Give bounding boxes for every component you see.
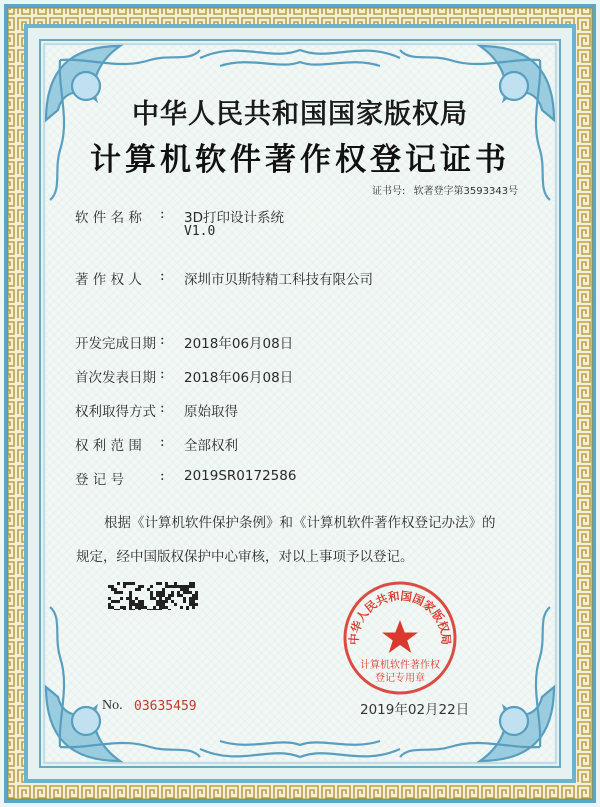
field-label: 权 利 范 围	[75, 438, 142, 454]
barcode-image	[108, 582, 198, 610]
issuing-authority: 中华人民共和国国家版权局	[132, 99, 468, 130]
field-colon: :	[160, 468, 165, 484]
statement-line-1: 根据《计算机软件保护条例》和《计算机软件著作权登记办法》的	[104, 515, 496, 531]
serial-number-value: 03635459	[134, 699, 197, 714]
certificate-number-value: 软著登字第3593343号	[413, 186, 519, 197]
certificate-number	[372, 182, 523, 197]
field-colon: :	[160, 366, 165, 382]
field-label: 开发完成日期	[75, 336, 156, 352]
issue-date: 2019年02月22日	[360, 702, 470, 718]
seal-star-icon	[382, 620, 418, 653]
software-version: V1.0	[184, 224, 216, 239]
serial-number-label: No.	[102, 698, 123, 713]
field-label: 首次发表日期	[75, 370, 156, 386]
seal-ring-text: 中华人民共和国国家版权局	[346, 588, 454, 646]
field-label: 软 件 名 称	[75, 210, 142, 226]
field-value: 原始取得	[184, 404, 238, 420]
field-value: 全部权利	[184, 438, 238, 454]
certificate-number-label: 证书号:	[372, 186, 406, 197]
certification-statement	[76, 506, 536, 574]
field-value: 2019SR0172586	[184, 468, 297, 484]
field-value: 3D打印设计系统	[184, 210, 284, 226]
seal-line-2: 登记专用章	[375, 673, 425, 684]
official-seal	[340, 578, 460, 698]
seal-line-1: 计算机软件著作权	[360, 660, 440, 671]
field-label: 著 作 权 人	[75, 272, 142, 288]
field-colon: :	[160, 206, 165, 222]
field-label: 权利取得方式	[75, 404, 156, 420]
field-colon: :	[160, 400, 165, 416]
field-colon: :	[160, 268, 165, 284]
statement-line-2: 规定，经中国版权保护中心审核，对以上事项予以登记。	[76, 549, 414, 565]
field-colon: :	[160, 332, 165, 348]
certificate-title: 计算机软件著作权登记证书	[90, 142, 510, 178]
field-value: 深圳市贝斯特精工科技有限公司	[184, 272, 373, 288]
field-value: 2018年06月08日	[184, 370, 294, 386]
field-label: 登 记 号	[75, 472, 125, 488]
field-value: 2018年06月08日	[184, 336, 294, 352]
field-colon: :	[160, 434, 165, 450]
